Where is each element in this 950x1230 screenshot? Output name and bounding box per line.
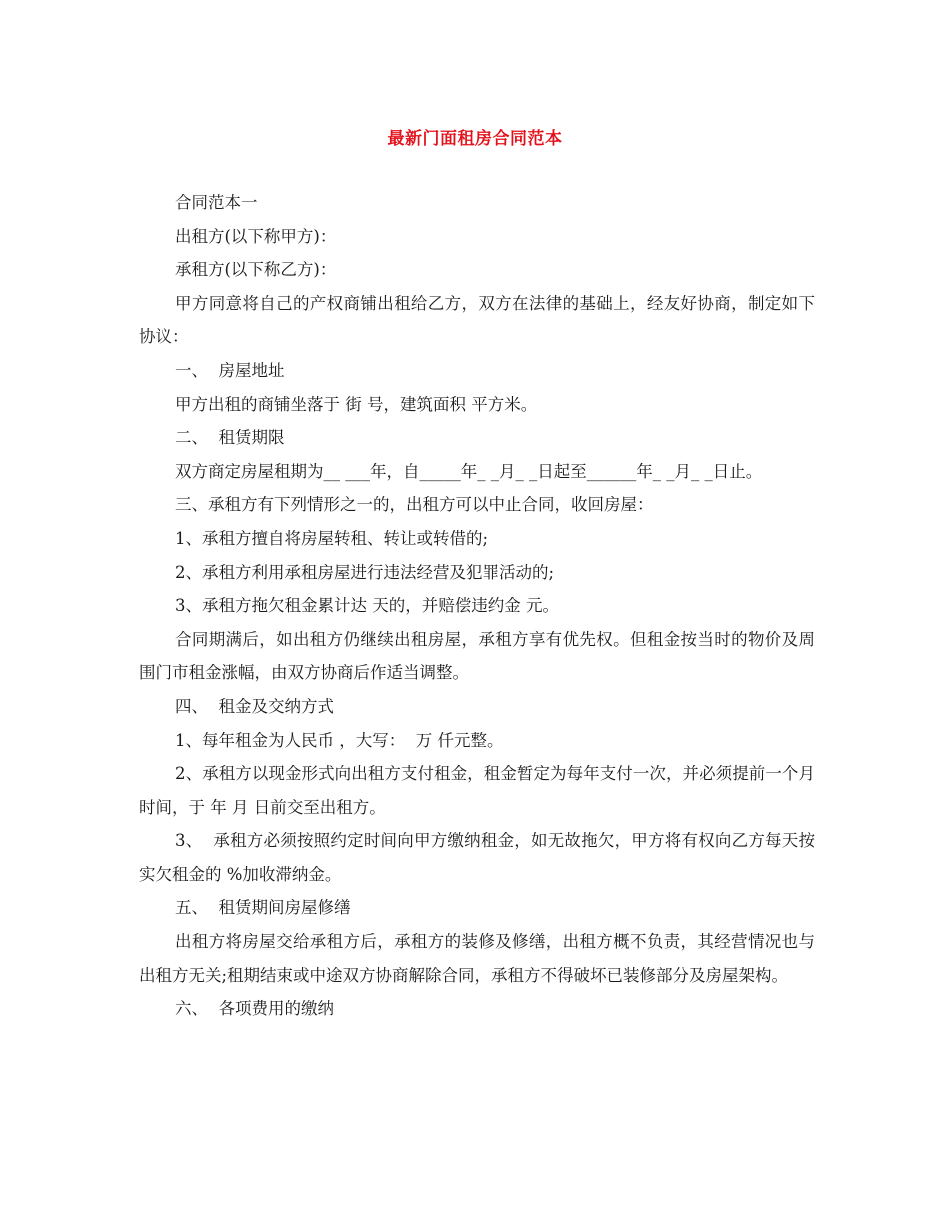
list-item: 1、承租方擅自将房屋转租、转让或转借的;	[175, 528, 489, 548]
list-item: 3、承租方拖欠租金累计达 天的，并赔偿违约金 元。	[175, 596, 559, 616]
paragraph: 出租方将房屋交给承租方后，承租方的装修及修缮，出租方概不负责，其经营情况也与出租方无关;租期结束或中途双方协商解除合同，承租方不得破坏已装修部分及房屋架构。	[139, 932, 815, 985]
section-heading: 五、 租赁期间房屋修缮	[175, 898, 351, 918]
list-item: 2、承租方以现金形式向出租方支付租金，租金暂定为每年支付一次，并必须提前一个月时间，于 年 月 日前交至出租方。	[139, 764, 815, 817]
section-heading: 四、 租金及交纳方式	[175, 696, 334, 716]
paragraph: 合同期满后，如出租方仍继续出租房屋，承租方享有优先权。但租金按当时的物价及周围门市租金涨幅，由双方协商后作适当调整。	[139, 629, 815, 683]
list-item: 2、承租方利用承租房屋进行违法经营及犯罪活动的;	[175, 562, 555, 582]
paragraph: 甲方同意将自己的产权商铺出租给乙方，双方在法律的基础上，经友好协商，制定如下协议：	[139, 293, 815, 347]
paragraph: 甲方出租的商铺坐落于 街 号，建筑面积 平方米。	[175, 394, 538, 414]
section-heading: 六、 各项费用的缴纳	[175, 999, 334, 1019]
document-title: 最新门面租房合同范本	[387, 129, 563, 149]
section-heading: 二、 租赁期限	[175, 428, 285, 448]
section-heading: 三、承租方有下列情形之一的，出租方可以中止合同，收回房屋：	[175, 495, 654, 515]
document-body	[139, 186, 815, 1026]
paragraph: 出租方(以下称甲方)：	[175, 226, 337, 246]
paragraph: 合同范本一	[175, 193, 258, 212]
section-heading: 一、 房屋地址	[175, 360, 285, 380]
list-item: 3、 承租方必须按照约定时间向甲方缴纳租金，如无故拖欠，甲方将有权向乙方每天按实欠租金的 %加收滞纳金。	[139, 831, 815, 884]
list-item: 1、每年租金为人民币 ，大写： 万 仟元整。	[175, 730, 504, 750]
paragraph: 承租方(以下称乙方)：	[175, 260, 337, 280]
paragraph: 双方商定房屋租期为__ ___年，自_____年_ _月_ _日起至______年_ _月_ _日止。	[175, 461, 763, 481]
